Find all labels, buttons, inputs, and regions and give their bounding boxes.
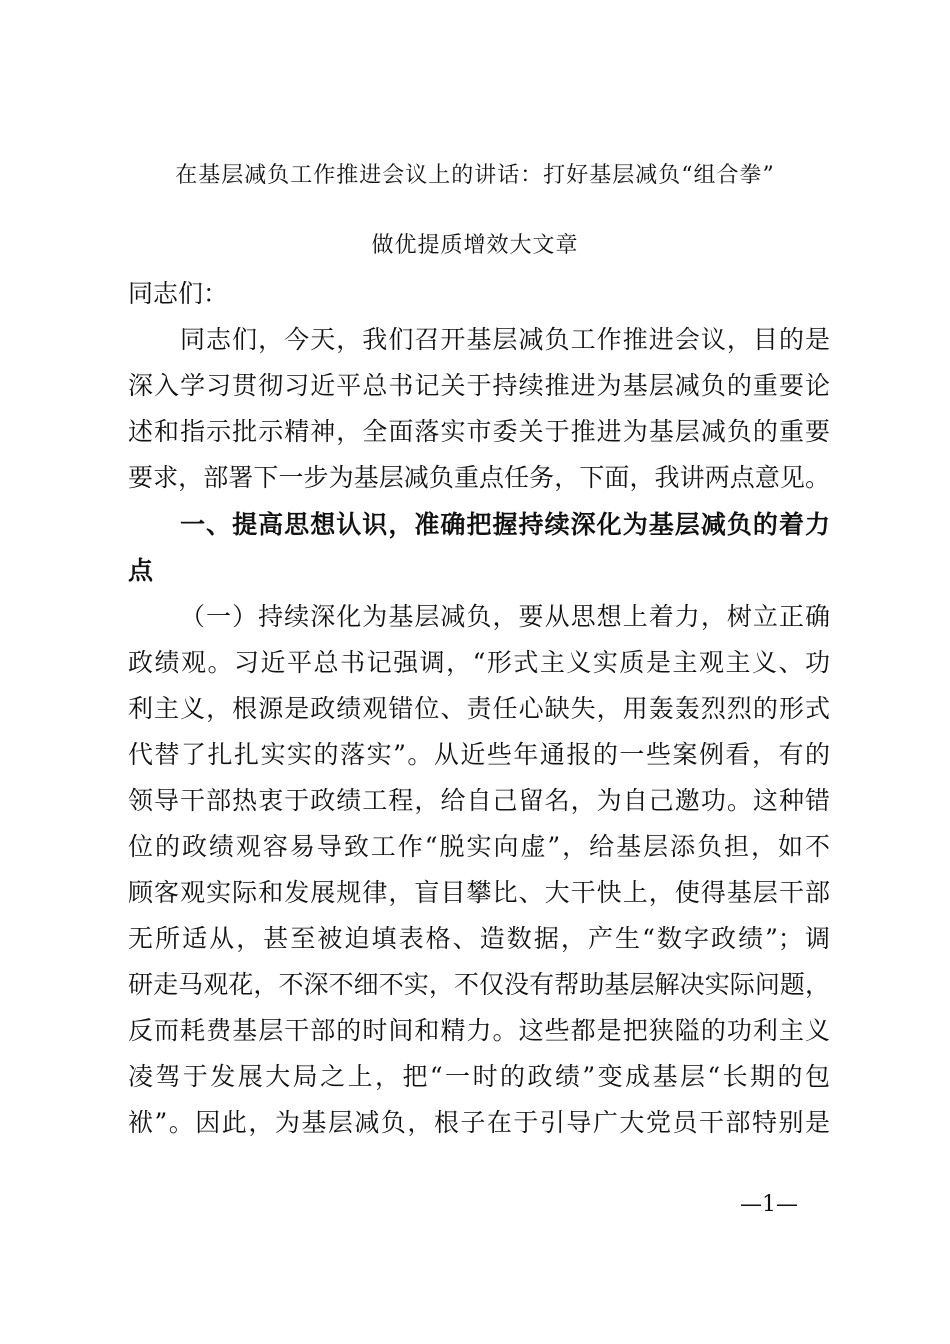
body-line: 政绩观。习近平总书记强调，“形式主义实质是主观主义、功 [128,648,830,677]
body-line: 袱”。因此，为基层减负，根子在于引导广大党员干部特别是 [128,1108,830,1137]
body-line: 顾客观实际和发展规律，盲目攀比、大干快上，使得基层干部 [128,878,830,907]
document-title-line-2: 做优提质增效大文章 [371,233,579,258]
body-line: 领导干部热衷于政绩工程，给自己留名，为自己邀功。这种错 [128,786,830,815]
body-line: 研走马观花，不深不细不实，不仅没有帮助基层解决实际问题， [128,970,830,999]
document-title-line-1: 在基层减负工作推进会议上的讲话：打好基层减负“组合拳” [175,163,775,188]
body-line: 凌驾于发展大局之上，把“一时的政绩”变成基层“长期的包 [128,1062,830,1091]
body-line: 利主义，根源是政绩观错位、责任心缺失，用轰轰烈烈的形式 [128,694,830,723]
body-line: （一）持续深化为基层减负，要从思想上着力，树立正确 [180,602,830,631]
body-line: 反而耗费基层干部的时间和精力。这些都是把狭隘的功利主义 [128,1016,830,1045]
intro-line: 深入学习贯彻习近平总书记关于持续推进为基层减负的重要论 [128,371,830,400]
salutation: 同志们： [128,279,229,308]
page-number: —1— [740,1192,798,1217]
section-heading-line: 一、提高思想认识，准确把握持续深化为基层减负的着力 [180,510,830,539]
body-line: 代替了扎扎实实的落实”。从近些年通报的一些案例看，有的 [128,740,830,769]
section-heading-line: 点 [128,556,154,585]
body-line: 无所适从，甚至被迫填表格、造数据，产生“数字政绩”；调 [128,924,830,953]
intro-line: 要求，部署下一步为基层减负重点任务，下面，我讲两点意见。 [128,463,830,492]
intro-line: 述和指示批示精神，全面落实市委关于推进为基层减负的重要 [128,417,830,446]
intro-line: 同志们，今天，我们召开基层减负工作推进会议，目的是 [180,325,830,354]
body-line: 位的政绩观容易导致工作“脱实向虚”，给基层添负担，如不 [128,832,830,861]
